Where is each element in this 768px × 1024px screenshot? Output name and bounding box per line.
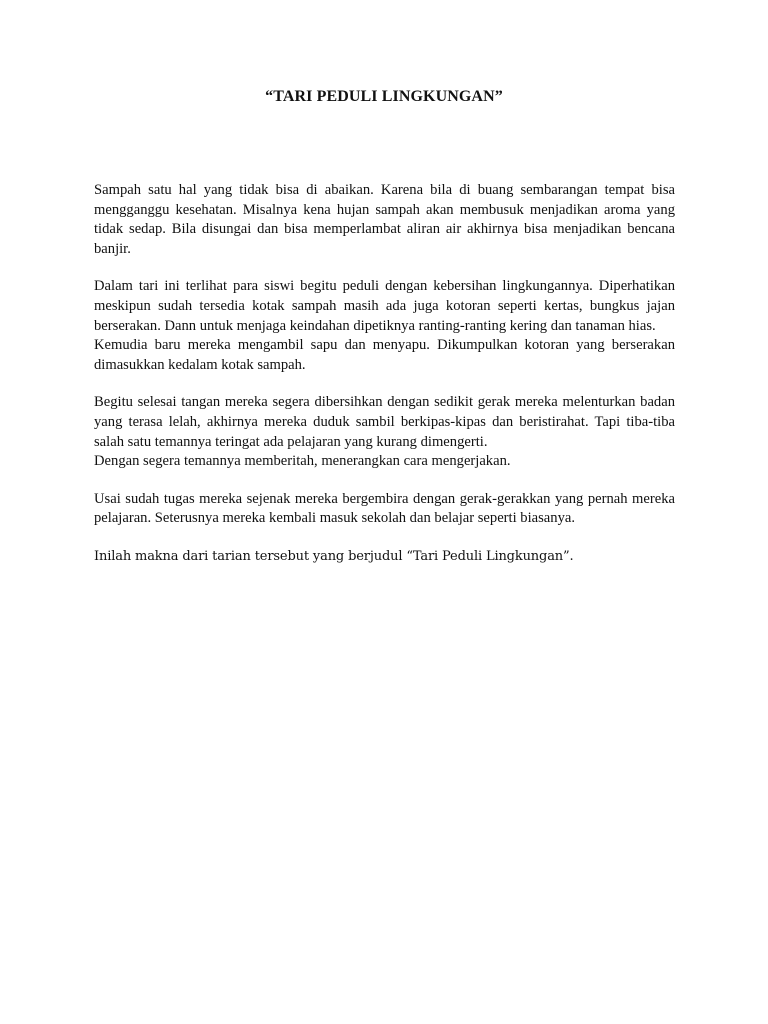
paragraph-kemudia: Kemudia baru mereka mengambil sapu dan menyapu. Dikumpulkan kotoran yang berserakan dimasukkan kedalam kotak sampah. (94, 337, 675, 373)
paragraph-dengan-segera: Dengan segera temannya memberitah, menerangkan cara mengerjakan. (94, 453, 511, 470)
document-title: “TARI PEDULI LINGKUNGAN” (265, 88, 503, 105)
paragraph-sampah: Sampah satu hal yang tidak bisa di abaikan. Karena bila di buang sembarangan tempat bisa mengganggu kesehatan. Misalnya kena hujan sampah akan membusuk menjadikan aroma yang tidak sedap. Bila disungai dan bisa memperlambat aliran air akhirnya bisa menjadikan bencana banjir. (94, 182, 675, 257)
paragraph-usai-sudah: Usai sudah tugas mereka sejenak mereka bergembira dengan gerak-gerakkan yang pernah mereka pelajaran. Seterusnya mereka kembali masuk sekolah dan belajar seperti biasanya. (94, 490, 675, 527)
paragraph-inilah-makna: Inilah makna dari tarian tersebut yang berjudul “Tari Peduli Lingkungan”. (94, 548, 574, 564)
document-body (94, 181, 675, 585)
paragraph-begitu-selesai: Begitu selesai tangan mereka segera dibersihkan dengan sedikit gerak mereka melenturkan badan yang terasa lelah, akhirnya mereka duduk sambil berkipas-kipas dan beristirahat. Tapi tiba-tiba salah satu temannya teringat ada pelajaran yang kurang dimengerti. (94, 394, 675, 450)
paragraph-dalam-tari: Dalam tari ini terlihat para siswi begitu peduli dengan kebersihan lingkungannya. Diperhatikan meskipun sudah tersedia kotak sampah masih ada juga kotoran seperti kertas, bungkus jajan berserakan. Dann untuk menjaga keindahan dipetiknya ranting-ranting kering dan tanaman hias. (94, 278, 675, 334)
